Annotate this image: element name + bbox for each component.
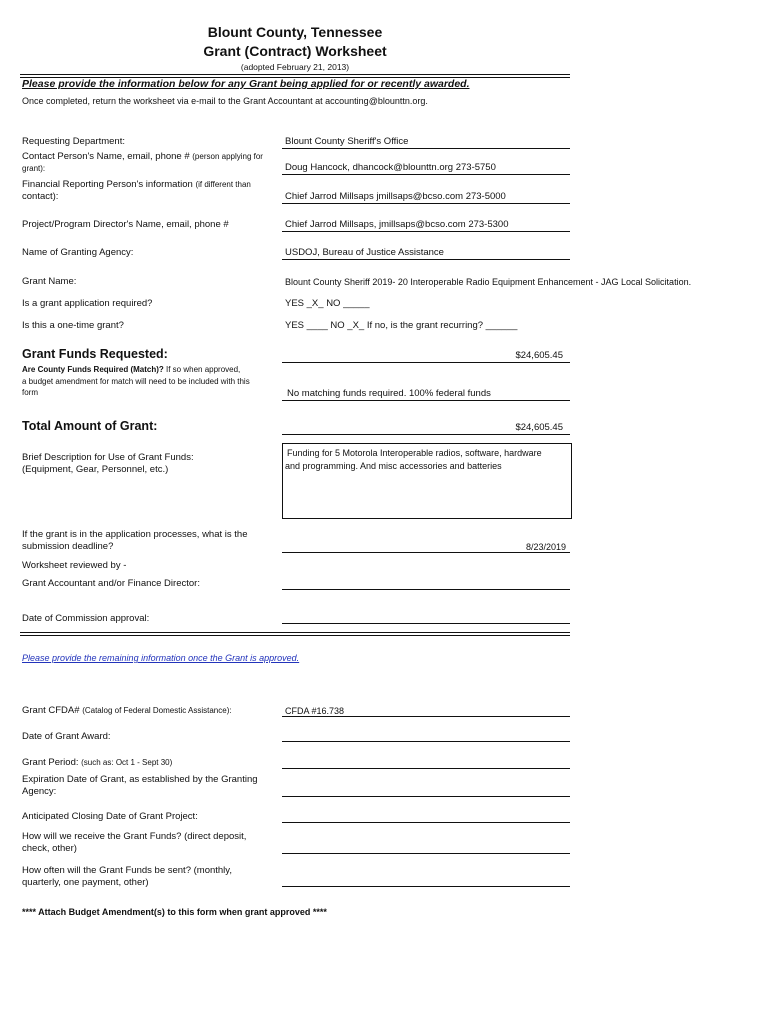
reviewer-line[interactable]	[282, 589, 570, 590]
reviewed-label: Worksheet reviewed by -	[22, 560, 127, 571]
expiration-label2: Agency:	[22, 786, 57, 797]
deadline-value[interactable]: 8/23/2019	[525, 542, 566, 552]
grant-period-label: Grant Period: (such as: Oct 1 - Sept 30)	[22, 757, 173, 768]
total-amount-line	[282, 434, 570, 435]
contact-person-note: grant):	[22, 164, 46, 173]
document-subtitle: Grant (Contract) Worksheet	[203, 43, 387, 59]
deadline-label: If the grant is in the application processes, what is the	[22, 529, 248, 540]
requesting-department-value[interactable]: Blount County Sheriff's Office	[285, 136, 409, 147]
application-required-label: Is a grant application required?	[22, 298, 153, 309]
commission-line[interactable]	[282, 623, 570, 624]
director-line	[282, 231, 570, 232]
financial-person-label: Financial Reporting Person's information (if different than	[22, 179, 251, 190]
match-note-form: form	[22, 388, 38, 397]
document-title: Blount County, Tennessee	[207, 24, 383, 40]
frequency-label: How often will the Grant Funds be sent? (monthly,	[22, 865, 232, 876]
deadline-label2: submission deadline?	[22, 541, 114, 552]
award-date-line[interactable]	[282, 741, 570, 742]
cfda-label: Grant CFDA# (Catalog of Federal Domestic Assistance):	[22, 705, 232, 716]
one-time-label: Is this a one-time grant?	[22, 320, 124, 331]
instruction-text: Please provide the information below for any Grant being applied for or recently awarded.	[22, 78, 470, 90]
funds-requested-line	[282, 362, 570, 363]
use-description-line1: Funding for 5 Motorola Interoperable radios, software, hardware	[287, 448, 542, 458]
one-time-value[interactable]: YES ____ NO _X_ If no, is the grant recurring? ______	[285, 320, 518, 331]
match-label: Are County Funds Required (Match)? If so when approved,	[22, 365, 241, 374]
receive-funds-label: How will we receive the Grant Funds? (direct deposit,	[22, 831, 247, 842]
frequency-line[interactable]	[282, 886, 570, 887]
section-divider	[20, 632, 570, 636]
contact-person-value[interactable]: Doug Hancock, dhancock@blounttn.org 273-5750	[285, 162, 496, 173]
commission-label: Date of Commission approval:	[22, 613, 150, 624]
requesting-department-line	[282, 148, 570, 149]
contact-person-line	[282, 174, 570, 175]
grant-period-line[interactable]	[282, 768, 570, 769]
financial-person-line	[282, 203, 570, 204]
contact-person-label: Contact Person's Name, email, phone # (person applying for	[22, 151, 263, 162]
grant-name-label: Grant Name:	[22, 276, 77, 287]
return-note: Once completed, return the worksheet via e-mail to the Grant Accountant at accounting@blounttn.org.	[22, 96, 428, 106]
reviewer-label: Grant Accountant and/or Finance Director:	[22, 578, 200, 589]
use-description-sublabel: (Equipment, Gear, Personnel, etc.)	[22, 464, 169, 475]
receive-funds-label2: check, other)	[22, 843, 77, 854]
grant-name-value[interactable]: Blount County Sheriff 2019- 20 Interoperable Radio Equipment Enhancement - JAG Local Solicitation.	[285, 277, 692, 287]
funds-requested-value[interactable]: $24,605.45	[515, 350, 563, 361]
deadline-line	[282, 552, 570, 553]
attach-note: **** Attach Budget Amendment(s) to this form when grant approved ****	[22, 907, 327, 917]
frequency-label2: quarterly, one payment, other)	[22, 877, 149, 888]
total-amount-value[interactable]: $24,605.45	[515, 422, 563, 433]
cfda-value[interactable]: CFDA #16.738	[285, 706, 345, 716]
director-value[interactable]: Chief Jarrod Millsaps, jmillsaps@bcso.com 273-5300	[285, 219, 509, 230]
financial-person-value[interactable]: Chief Jarrod Millsaps jmillsaps@bcso.com 273-5000	[285, 191, 506, 202]
granting-agency-value[interactable]: USDOJ, Bureau of Justice Assistance	[285, 247, 444, 258]
adopted-date: (adopted February 21, 2013)	[240, 62, 350, 72]
expiration-line[interactable]	[282, 796, 570, 797]
cfda-line	[282, 716, 570, 717]
award-date-label: Date of Grant Award:	[22, 731, 111, 742]
closing-date-label: Anticipated Closing Date of Grant Project:	[22, 811, 198, 822]
financial-person-label2: contact):	[22, 191, 59, 202]
use-description-box[interactable]	[282, 443, 572, 519]
use-description-line2: and programming. And misc accessories and batteries	[285, 461, 502, 471]
use-description-label: Brief Description for Use of Grant Funds:	[22, 452, 194, 463]
match-value[interactable]: No matching funds required. 100% federal funds	[287, 388, 491, 399]
approved-note: Please provide the remaining information once the Grant is approved.	[22, 653, 300, 663]
granting-agency-line	[282, 259, 570, 260]
closing-date-line[interactable]	[282, 822, 570, 823]
receive-funds-line[interactable]	[282, 853, 570, 854]
director-label: Project/Program Director's Name, email, phone #	[22, 219, 229, 230]
match-line	[282, 400, 570, 401]
funds-requested-label: Grant Funds Requested:	[22, 347, 168, 361]
expiration-label: Expiration Date of Grant, as established by the Granting	[22, 774, 258, 785]
application-required-value[interactable]: YES _X_ NO _____	[285, 298, 370, 309]
match-note: a budget amendment for match will need to be included with this	[22, 377, 250, 386]
granting-agency-label: Name of Granting Agency:	[22, 247, 134, 258]
total-amount-label: Total Amount of Grant:	[22, 419, 158, 433]
requesting-department-label: Requesting Department:	[22, 136, 125, 147]
